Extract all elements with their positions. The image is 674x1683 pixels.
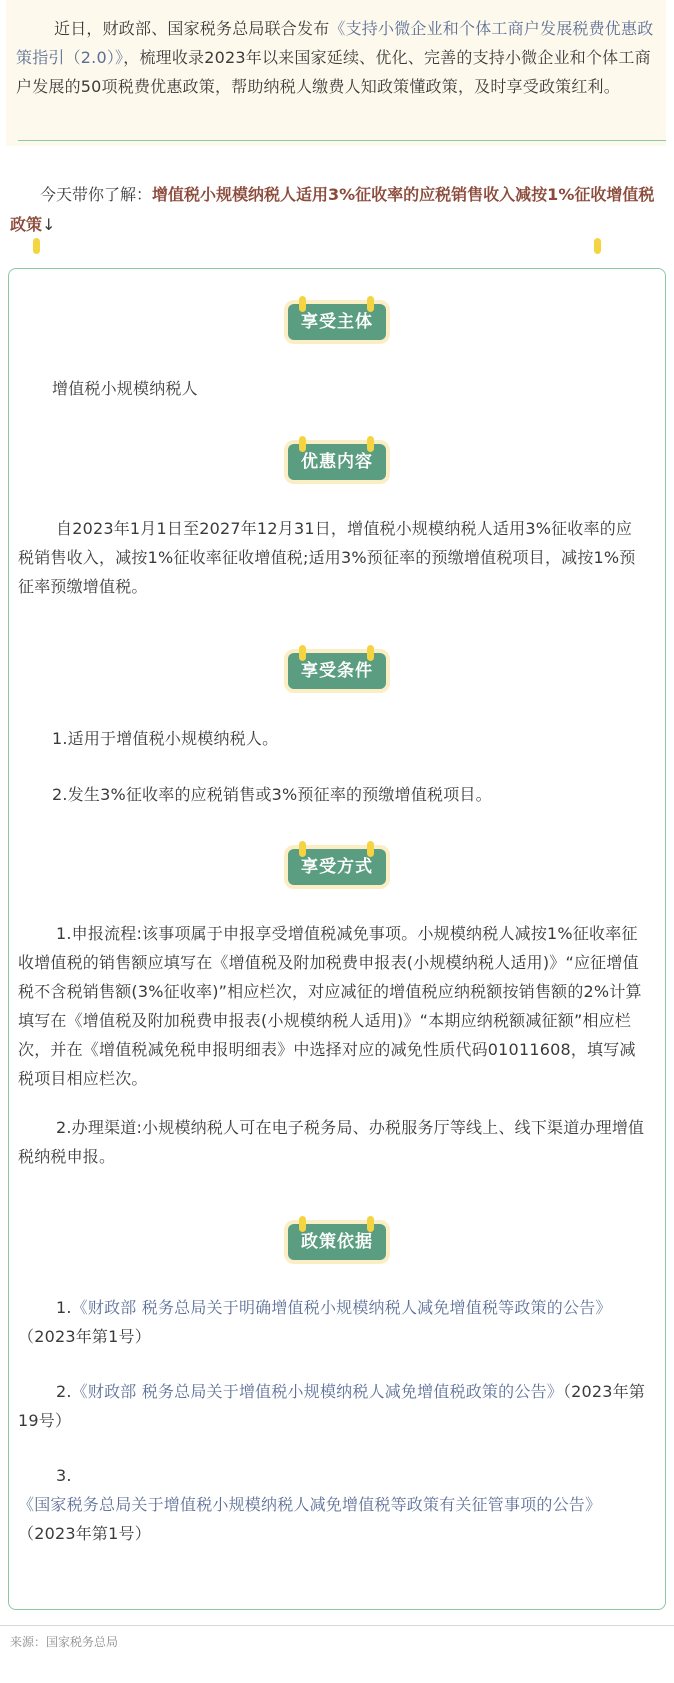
- pin-decoration: [367, 436, 374, 452]
- intro-text-after: ，梳理收录2023年以来国家延续、优化、完善的支持小微企业和个体工商户发展的50项税费优惠政策，帮助纳税人缴费人知政策懂政策，及时享受政策红利。: [16, 48, 651, 96]
- content-text: 自2023年1月1日至2027年12月31日，增值税小规模纳税人适用3%征收率的应税销售收入，减按1%征收率征收增值税;适用3%预征率的预缴增值税项目，减按1%预征率预缴增值税。: [18, 519, 636, 596]
- basis-item: 3.《国家税务总局关于增值税小规模纳税人减免增值税等政策有关征管事项的公告》（2023年第1号）: [18, 1466, 602, 1543]
- basis-link[interactable]: 《财政部 税务总局关于增值税小规模纳税人减免增值税政策的公告》: [71, 1382, 563, 1401]
- pin-decoration: [299, 645, 306, 661]
- basis-item: 1.《财政部 税务总局关于明确增值税小规模纳税人减免增值税等政策的公告》（2023年第1号）: [18, 1298, 612, 1346]
- intro-text-before: 近日，财政部、国家税务总局联合发布: [54, 19, 330, 38]
- pin-right-decoration: [594, 238, 601, 254]
- method-item-filing: 1.申报流程:该事项属于申报享受增值税减免事项。小规模纳税人减按1%征收率征收增值税的销售额应填写在《增值税及附加税费申报表(小规模纳税人适用)》“应征增值税不含税销售额(3%征收率)”相应栏次，对应减征的增值税应纳税额按销售额的2%计算填写在《增值税及附加税费申报表(小规模纳税人适用)》“本期应纳税额减征额”相应栏次，并在《增值税减免税申报明细表》中选择对应的减免性质代码01011608，填写减税项目相应栏次。: [18, 924, 642, 1088]
- section-header-content: [288, 436, 386, 480]
- subject-text: 增值税小规模纳税人: [52, 379, 198, 398]
- lead-paragraph: [10, 180, 665, 240]
- intro-guide-link[interactable]: 《支持小微企业和个体工商户发展税费优惠政策指引（2.0）》: [16, 19, 654, 67]
- section-header-conditions: [288, 645, 386, 689]
- footer-divider: [0, 1625, 674, 1626]
- intro-paragraph: [16, 14, 656, 101]
- intro-panel: [6, 0, 666, 146]
- basis-link[interactable]: 《财政部 税务总局关于明确增值税小规模纳税人减免增值税等政策的公告》: [71, 1298, 612, 1317]
- intro-divider: [18, 140, 666, 141]
- section-title-content: 优惠内容: [288, 444, 386, 480]
- section-title-conditions: 享受条件: [288, 653, 386, 689]
- pin-decoration: [299, 296, 306, 312]
- pin-decoration: [299, 1216, 306, 1232]
- section-title-basis: 政策依据: [288, 1224, 386, 1260]
- source-credit: 来源：国家税务总局: [10, 1635, 119, 1649]
- lead-prefix: 今天带你了解：: [40, 185, 153, 204]
- pin-decoration: [367, 296, 374, 312]
- pin-decoration: [299, 841, 306, 857]
- lead-arrow: ↓: [42, 215, 56, 234]
- basis-item: 2.《财政部 税务总局关于增值税小规模纳税人减免增值税政策的公告》（2023年第19号）: [18, 1382, 646, 1430]
- lead-policy-title: 增值税小规模纳税人适用3%征收率的应税销售收入减按1%征收增值税政策: [10, 185, 655, 234]
- section-header-basis: [288, 1216, 386, 1260]
- basis-link[interactable]: 《国家税务总局关于增值税小规模纳税人减免增值税等政策有关征管事项的公告》: [18, 1495, 602, 1514]
- pin-decoration: [367, 841, 374, 857]
- pin-left-decoration: [33, 238, 40, 254]
- pin-decoration: [367, 1216, 374, 1232]
- section-header-subject: [288, 296, 386, 340]
- method-item-channel: 2.办理渠道:小规模纳税人可在电子税务局、办税服务厅等线上、线下渠道办理增值税纳税申报。: [18, 1118, 645, 1166]
- condition-item: 1.适用于增值税小规模纳税人。: [52, 729, 279, 748]
- pin-decoration: [299, 436, 306, 452]
- section-title-method: 享受方式: [288, 849, 386, 885]
- section-title-subject: 享受主体: [288, 304, 386, 340]
- section-header-method: [288, 841, 386, 885]
- pin-decoration: [367, 645, 374, 661]
- condition-item: 2.发生3%征收率的应税销售或3%预征率的预缴增值税项目。: [52, 785, 492, 804]
